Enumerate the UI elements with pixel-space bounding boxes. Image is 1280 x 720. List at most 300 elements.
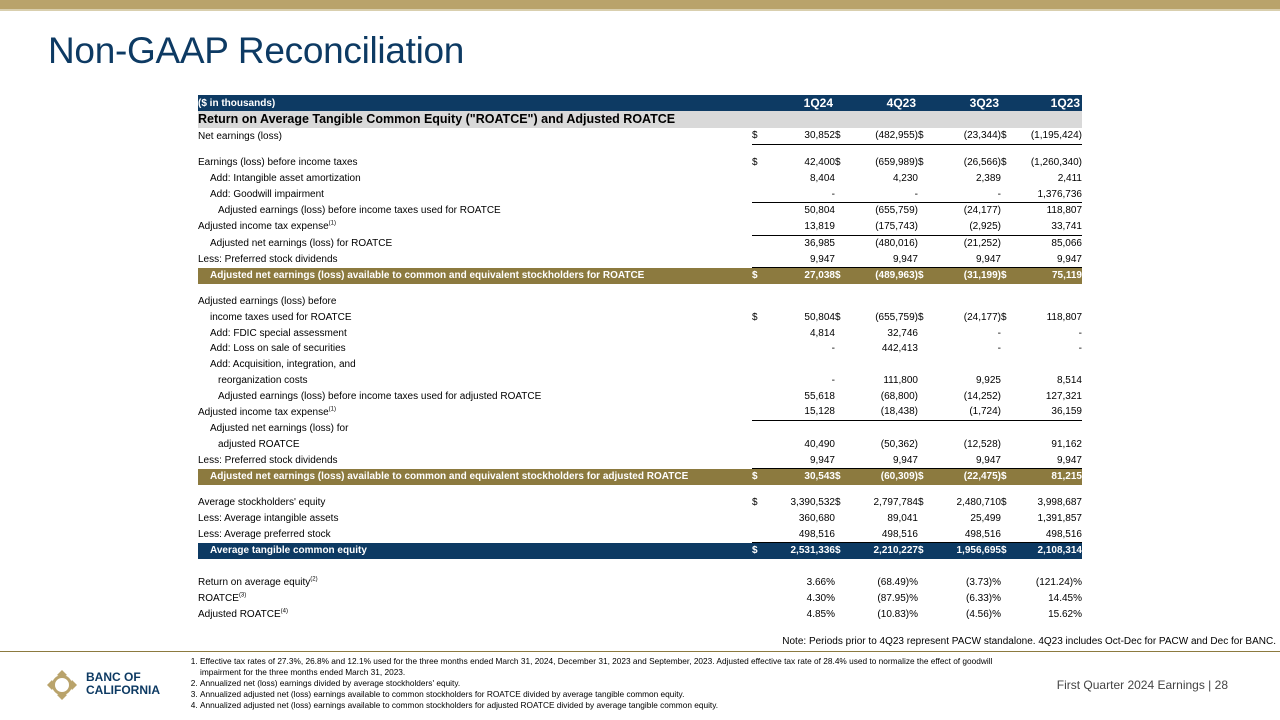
spacer-row [198,144,1082,155]
column-header: 1Q24 [766,95,835,111]
table-row [198,526,1082,542]
dollar-sign-cell [918,294,932,310]
table-row [198,155,1082,171]
row-label [198,388,752,404]
dollar-sign-cell [1001,420,1015,436]
value-cell: 9,947 [1015,251,1082,267]
value-cell: (489,963) [849,268,918,284]
value-cell: 4,814 [809,327,835,339]
value-cell: 111,800 [883,374,918,386]
value-cell: 42,400 [804,157,835,169]
value-cell: (18,438) [849,404,918,420]
dollar-sign-cell [835,341,849,357]
value-cell: 25,499 [970,512,1001,524]
dollar-sign-cell [835,294,849,310]
dollar-sign-cell [752,325,766,341]
value-cell: - [1078,343,1082,355]
value-cell: 27,038 [766,268,835,284]
footnote-ref: (1) [328,406,336,413]
value-cell: 4.85% [806,608,835,620]
dollar-sign-cell: $ [752,311,758,323]
row-label [198,325,752,341]
value-cell [766,357,835,373]
table-row [198,294,1082,310]
value-cell: 2,411 [1057,172,1082,184]
dollar-sign-cell [918,203,932,219]
value-cell: 1,376,736 [1015,186,1082,202]
row-label-text: Less: Preferred stock dividends [198,253,338,265]
row-label-text: Add: Loss on sale of securities [210,343,346,355]
dollar-sign-cell [918,186,932,202]
dollar-sign-cell: $ [835,268,849,284]
dollar-sign-cell: $ [918,469,932,485]
value-cell [932,357,1001,373]
row-label-text: Adjusted net earnings (loss) for ROATCE [210,237,393,249]
dollar-sign-cell [918,511,932,527]
table-row [198,543,1082,559]
table-row [198,251,1082,267]
row-label-text: Add: Acquisition, integration, and [210,359,356,371]
dollar-sign-cell: $ [835,311,841,323]
value-cell: 89,041 [887,512,918,524]
footnote: 3. Annualized adjusted net (loss) earnings available to common stockholders for ROATCE divided by average tangible common equity. [200,689,1000,700]
dollar-sign-cell: $ [1001,469,1015,485]
value-cell: 75,119 [1015,268,1082,284]
table-row [198,171,1082,187]
dollar-sign-cell: $ [918,128,932,144]
dollar-sign-cell [835,186,849,202]
dollar-sign-cell [752,437,766,453]
logo-line1: BANC OF [86,670,141,684]
table-row [198,203,1082,219]
dollar-sign-cell [918,575,932,591]
value-cell: 9,947 [849,452,918,468]
value-cell: (2,925) [932,219,1001,235]
value-cell: 3,390,532 [790,497,835,509]
value-cell: (24,177) [963,311,1001,323]
value-cell: (1,724) [932,404,1001,420]
dollar-sign-cell [918,325,932,341]
dollar-sign-cell [1001,591,1015,607]
row-label-text: Add: Intangible asset amortization [210,172,361,184]
value-cell: 1,391,857 [1037,512,1082,524]
table-row [198,341,1082,357]
dollar-sign-cell [918,171,932,187]
row-label-text: income taxes used for ROATCE [210,311,352,323]
value-cell: - [831,343,835,355]
value-cell: (14,252) [963,390,1001,402]
value-cell: 2,797,784 [873,497,918,509]
dollar-sign-cell [752,420,766,436]
value-cell: (1,195,424) [1015,128,1082,144]
value-cell [849,420,918,436]
dollar-sign-cell [752,452,766,468]
value-cell: (175,743) [849,219,918,235]
value-cell [766,294,835,310]
value-cell: 85,066 [1051,237,1082,249]
value-cell: 2,531,336 [766,543,835,559]
value-cell: - [831,374,835,386]
row-label [198,543,752,559]
dollar-sign-cell [835,171,849,187]
dollar-sign-cell [918,388,932,404]
row-label-text: Adjusted net earnings (loss) available to common and equivalent stockholders for ROATCE [210,270,645,282]
value-cell: (68,800) [880,390,918,402]
footnotes-list [188,656,1000,711]
column-header: 1Q23 [1015,95,1082,111]
dollar-sign-cell [1001,357,1015,373]
dollar-sign-cell [1001,606,1015,622]
dollar-sign-cell [918,526,932,542]
value-cell: 2,480,710 [956,497,1001,509]
dollar-sign-cell: $ [1001,157,1007,169]
row-label-text: Add: FDIC special assessment [210,327,347,339]
value-cell [849,357,918,373]
row-label-text: ROATCE [198,592,239,604]
dollar-sign-cell [918,219,932,235]
column-header: 4Q23 [849,95,918,111]
value-cell: 498,516 [849,526,918,542]
dollar-sign-cell [1001,325,1015,341]
dollar-sign-cell [835,591,849,607]
row-label [198,251,752,267]
dollar-sign-cell: $ [1001,543,1015,559]
row-label [198,128,752,144]
table-row [198,437,1082,453]
row-label [198,235,752,251]
row-label-text: Adjusted earnings (loss) before income taxes used for adjusted ROATCE [218,390,542,402]
value-cell: 118,807 [1046,205,1082,217]
table-row [198,420,1082,436]
dollar-sign-cell [918,404,932,420]
dollar-sign-cell [752,357,766,373]
row-label-text: Return on average equity [198,577,311,589]
row-label [198,437,752,453]
row-label [198,341,752,357]
row-label-text: Adjusted income tax expense [198,406,329,418]
value-cell: 9,947 [1015,452,1082,468]
section-title-row [198,111,1082,128]
dollar-sign-cell: $ [752,157,758,169]
dollar-sign-cell [835,452,849,468]
value-cell: 9,947 [932,452,1001,468]
dollar-sign-cell [918,606,932,622]
dollar-sign-cell: $ [918,157,924,169]
value-cell: 442,413 [881,343,918,355]
value-cell: - [997,327,1001,339]
dollar-sign-cell [1001,235,1015,251]
table-row [198,404,1082,420]
value-cell: (68.49)% [877,577,918,589]
value-cell: 36,159 [1015,404,1082,420]
dollar-sign-cell [1001,186,1015,202]
dollar-sign-cell [1001,203,1015,219]
value-cell: 3,998,687 [1037,497,1082,509]
value-cell: 55,618 [804,390,835,402]
spacer-row [198,559,1082,575]
value-cell: 3.66% [806,577,835,589]
row-label [198,268,752,284]
dollar-sign-cell: $ [918,497,924,509]
dollar-sign-cell [835,219,849,235]
value-cell: 498,516 [766,526,835,542]
row-label [198,404,752,420]
value-cell: (87.95)% [877,592,918,604]
dollar-sign-cell [835,251,849,267]
dollar-sign-cell: $ [835,128,849,144]
table-row [198,388,1082,404]
dollar-sign-cell [752,404,766,420]
row-label-text: Adjusted ROATCE [198,608,281,620]
dollar-sign-cell [752,591,766,607]
page-number: 28 [1214,678,1228,692]
row-label-text: Less: Average intangible assets [198,512,339,524]
value-cell: 13,819 [766,219,835,235]
dollar-sign-cell: $ [1001,311,1007,323]
table-row [198,128,1082,144]
value-cell: (3.73)% [965,577,1001,589]
dollar-sign-cell [752,575,766,591]
top-accent-line [0,9,1280,11]
dollar-sign-cell: $ [835,543,849,559]
row-label [198,469,752,485]
row-label [198,203,752,219]
row-label [198,526,752,542]
value-cell: (121.24)% [1035,577,1082,589]
value-cell: 30,852 [766,128,835,144]
dollar-sign-cell [1001,437,1015,453]
value-cell: 9,925 [975,374,1001,386]
logo-wordmark [86,671,160,697]
row-label-text: Earnings (loss) before income taxes [198,157,358,169]
value-cell: 33,741 [1015,219,1082,235]
reconciliation-table [198,95,1082,622]
dollar-sign-cell [835,575,849,591]
value-cell: 1,956,695 [932,543,1001,559]
value-cell: 2,210,227 [849,543,918,559]
dollar-sign-cell [918,420,932,436]
page-title: Non-GAAP Reconciliation [48,30,465,71]
dollar-sign-cell: $ [752,497,758,509]
table-header-row [198,95,1082,111]
dollar-sign-cell [1001,404,1015,420]
dollar-sign-cell [752,294,766,310]
row-label [198,186,752,202]
dollar-sign-cell [835,437,849,453]
table-row [198,373,1082,389]
row-label [198,575,752,591]
value-cell: 4,230 [892,172,918,184]
dollar-sign-cell [752,219,766,235]
value-cell: 9,947 [766,251,835,267]
value-cell: 9,947 [932,251,1001,267]
value-cell: (23,344) [932,128,1001,144]
value-cell: 498,516 [932,526,1001,542]
value-cell: (60,309) [849,469,918,485]
value-cell: (6.33)% [965,592,1001,604]
value-cell: 360,680 [798,512,835,524]
dollar-sign-cell [835,203,849,219]
dollar-sign-cell [1001,373,1015,389]
table-row [198,357,1082,373]
row-label-text: Add: Goodwill impairment [210,188,324,200]
table-row [198,606,1082,622]
section-title: Return on Average Tangible Common Equity ("ROATCE") and Adjusted ROATCE [198,111,1082,128]
top-accent-bar [0,0,1280,9]
dollar-sign-cell [835,420,849,436]
dollar-sign-cell [752,606,766,622]
spacer-row [198,485,1082,495]
footnote: 4. Annualized adjusted net (loss) earnings available to common stockholders for adjusted ROATCE divided by average tangible common equity. [200,700,1000,711]
value-cell: (10.83)% [877,608,918,620]
row-label-text: Adjusted earnings (loss) before income taxes used for ROATCE [218,205,501,217]
row-label [198,155,752,171]
table-row [198,495,1082,511]
dollar-sign-cell [752,235,766,251]
dollar-sign-cell [1001,341,1015,357]
dollar-sign-cell [835,357,849,373]
row-label [198,511,752,527]
row-label [198,294,752,310]
value-cell: 50,804 [804,205,835,217]
dollar-sign-cell [752,171,766,187]
value-cell: - [849,186,918,202]
value-cell: 15.62% [1048,608,1082,620]
footnote: 1. Effective tax rates of 27.3%, 26.8% and 12.1% used for the three months ended March 31, 2024, December 31, 2023 and September, 2023. Adjusted effective tax rate of 28.4% used to normalize the effect of goodwill impairment for the three months ended March 31, 2023. [200,656,1000,678]
value-cell: (50,362) [880,438,918,450]
dollar-sign-cell [1001,388,1015,404]
value-cell: 8,514 [1056,374,1082,386]
value-cell [1015,420,1082,436]
value-cell: (12,528) [963,438,1001,450]
table-row [198,591,1082,607]
table-row [198,325,1082,341]
dollar-sign-cell: $ [1001,497,1007,509]
value-cell [932,294,1001,310]
dollar-sign-cell: $ [835,469,849,485]
value-cell: 15,128 [766,404,835,420]
row-label-text: adjusted ROATCE [218,438,300,450]
row-label-text: Average stockholders' equity [198,497,326,509]
value-cell: (31,199) [932,268,1001,284]
dollar-sign-cell [752,388,766,404]
value-cell: (482,955) [849,128,918,144]
row-label [198,310,752,326]
value-cell: (26,566) [963,157,1001,169]
dollar-sign-cell [918,373,932,389]
banc-logo-icon [46,669,78,701]
footer [1057,678,1228,692]
table-row [198,310,1082,326]
dollar-sign-cell: $ [1001,128,1015,144]
value-cell: 127,321 [1045,390,1082,402]
footnote-ref: (4) [280,608,288,615]
dollar-sign-cell: $ [835,157,841,169]
row-label-text: Less: Preferred stock dividends [198,454,338,466]
table-row [198,511,1082,527]
value-cell: (22,475) [932,469,1001,485]
dollar-sign-cell [752,511,766,527]
dollar-sign-cell [835,325,849,341]
table-row [198,219,1082,235]
dollar-sign-cell [835,526,849,542]
dollar-sign-cell [752,203,766,219]
footer-text: First Quarter 2024 Earnings | [1056,678,1212,692]
footnote: 2. Annualized net (loss) earnings divided by average stockholders' equity. [200,678,1000,689]
dollar-sign-cell [835,388,849,404]
dollar-sign-cell [835,404,849,420]
row-label [198,606,752,622]
value-cell: (1,260,340) [1030,157,1082,169]
dollar-sign-cell [752,341,766,357]
dollar-sign-cell [918,341,932,357]
value-cell [1015,294,1082,310]
dollar-sign-cell [835,373,849,389]
table-row [198,452,1082,468]
value-cell: (4.56)% [965,608,1001,620]
row-label-text: Adjusted net earnings (loss) available to common and equivalent stockholders for adjusted ROATCE [210,471,689,483]
value-cell: 50,804 [804,311,835,323]
dollar-sign-cell [835,511,849,527]
dollar-sign-cell [1001,452,1015,468]
unit-label: ($ in thousands) [198,95,752,111]
value-cell: - [997,343,1001,355]
dollar-sign-cell [918,357,932,373]
value-cell: 36,985 [804,237,835,249]
spacer-row [198,284,1082,294]
row-label-text: Average tangible common equity [210,545,367,557]
row-label [198,373,752,389]
dollar-sign-cell: $ [918,268,932,284]
table-row [198,186,1082,202]
dollar-sign-cell: $ [752,128,766,144]
value-cell: - [1078,327,1082,339]
table-row [198,268,1082,284]
row-label [198,591,752,607]
value-cell: - [766,186,835,202]
dollar-sign-cell [835,606,849,622]
row-label-text: Net earnings (loss) [198,130,282,142]
dollar-sign-cell: $ [1001,268,1015,284]
dollar-sign-cell [918,235,932,251]
value-cell: 4.30% [806,592,835,604]
table-row [198,469,1082,485]
row-label [198,219,752,235]
row-label [198,357,752,373]
footer-rule [0,651,1280,652]
periods-note: Note: Periods prior to 4Q23 represent PACW standalone. 4Q23 includes Oct-Dec for PACW and Dec for BANC. [782,636,1276,647]
footnote-ref: (2) [310,576,318,583]
dollar-sign-cell [1001,251,1015,267]
dollar-sign-cell [1001,294,1015,310]
dollar-sign-cell [1001,219,1015,235]
dollar-sign-cell: $ [752,268,766,284]
table-row [198,575,1082,591]
table-row [198,235,1082,251]
dollar-sign-cell [835,235,849,251]
dollar-sign-cell [918,251,932,267]
value-cell: (659,989) [875,157,918,169]
value-cell: 81,215 [1015,469,1082,485]
row-label [198,171,752,187]
value-cell [849,294,918,310]
value-cell: 30,543 [766,469,835,485]
row-label-text: Adjusted earnings (loss) before [198,296,337,308]
value-cell [766,420,835,436]
dollar-sign-cell: $ [918,543,932,559]
logo-line2: CALIFORNIA [86,683,160,697]
row-label [198,452,752,468]
